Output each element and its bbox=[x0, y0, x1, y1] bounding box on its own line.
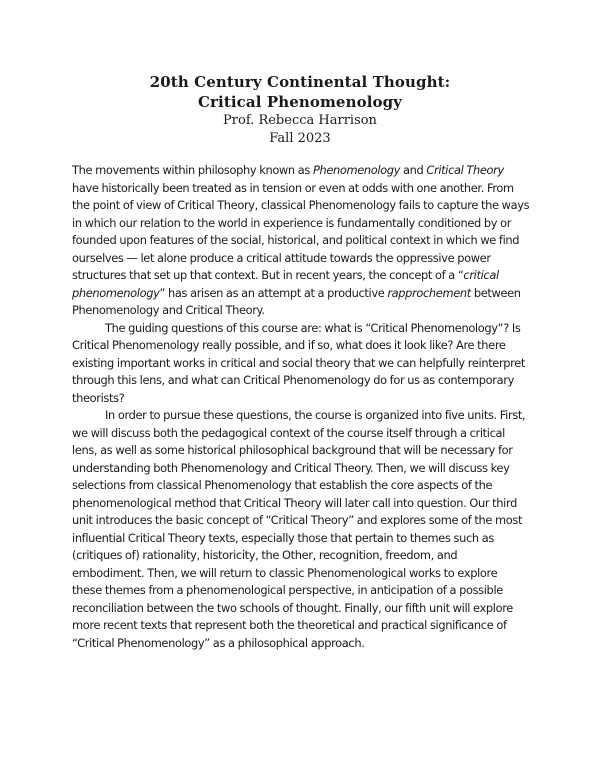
document-header bbox=[0, 72, 600, 148]
course-term: Fall 2023 bbox=[269, 131, 331, 146]
course-description bbox=[72, 162, 530, 652]
intro-text-d: ” has arisen as an attempt at a productive bbox=[159, 285, 388, 300]
paragraph-guiding-questions: The guiding questions of this course are: what is “Critical Phenomenology”? Is Critical Phenomenology really possible, and if so, what does it look like? Are there existing important works in critical and social theory that we can helpfully reinterpret through this lens, and what can Critical Phenomenology do for us as contemporary theorists? bbox=[72, 320, 526, 405]
instructor-name: Prof. Rebecca Harrison bbox=[223, 113, 377, 128]
course-title-line-1: 20th Century Continental Thought: bbox=[149, 73, 451, 91]
intro-text-a: The movements within philosophy known as bbox=[72, 163, 313, 177]
paragraph-course-organization: In order to pursue these questions, the course is organized into five units. First, we will discuss both the pedagogical context of the course itself through a critical lens, as well as some historical philosophical background that will be necessary for understanding both Phenomenology and Critical Theory. Then, we will discuss key selections from classical Phenomenology that establish the core aspects of the phenomenological method that Critical Theory will later call into question. Our third unit introduces the basic concept of “Critical Theory” and explores some of the most influential Critical Theory texts, especially those that pertain to themes such as (critiques of) rationality, historicity, the Other, recognition, freedom, and embodiment. Then, we will return to classic Phenomenological works to explore these themes from a phenomenological perspective, in anticipation of a possible reconciliation between the two schools of thought. Finally, our fifth unit will explore more recent texts that represent both the theoretical and practical significance of “Critical Phenomenology” as a philosophical approach. bbox=[72, 408, 526, 650]
intro-term-phenomenology: Phenomenology bbox=[312, 163, 401, 177]
intro-term-rapprochement: rapprochement bbox=[387, 285, 471, 300]
paragraph-intro bbox=[72, 162, 530, 320]
intro-term-critical-phenomenology: critical phenomenology bbox=[72, 268, 499, 300]
intro-text-b: and bbox=[400, 163, 427, 177]
intro-text-c: have historically been treated as in tension or even at odds with one another. From the point of view of Critical Theory, classical Phenomenology fails to capture the ways in which our relation to the world in experience is fundamentally conditioned by or founded upon features of the social, historical, and political context in which we find ourselves — let alone produce a critical attitude towards the oppressive power structures that set up that context. But in recent years, the concept of a “ bbox=[72, 180, 530, 282]
course-title-line-2: Critical Phenomenology bbox=[197, 93, 402, 111]
intro-term-critical-theory: Critical Theory bbox=[426, 163, 504, 177]
intro-text-e: between Phenomenology and Critical Theory. bbox=[72, 285, 521, 317]
